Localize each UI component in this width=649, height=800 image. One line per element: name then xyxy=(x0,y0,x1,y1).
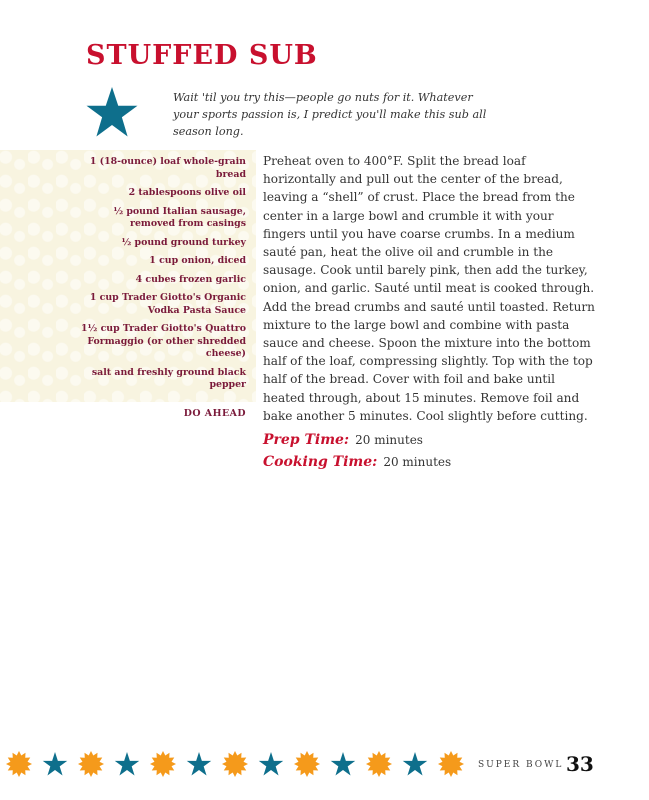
sunburst-icon xyxy=(294,750,320,778)
ingredient-item: ½ pound Italian sausage, removed from casings xyxy=(113,205,246,229)
recipe-intro: Wait 'til you try this—people go nuts for it. Whatever your sports passion is, I predict you'll make this sub all season long. xyxy=(173,91,487,138)
ingredients-list xyxy=(80,156,246,392)
sunburst-icon xyxy=(366,750,392,778)
star-icon xyxy=(42,750,68,778)
prep-time-value: 20 minutes xyxy=(355,433,423,448)
instructions-column xyxy=(263,152,595,473)
ingredient-item: 4 cubes frozen garlic xyxy=(135,273,246,285)
prep-time xyxy=(263,429,595,451)
star-icon xyxy=(258,750,284,778)
instructions: Preheat oven to 400°F. Split the bread loaf horizontally and pull out the center of the bread, leaving a “shell” of crust. Place the bread from the center in a large bowl and crumble it with your fingers until you have coarse crumbs. In a medium sauté pan, heat the olive oil and crumble in the sausage. Cook until barely pink, then add the turkey, onion, and garlic. Sauté until meat is cooked through. Add the bread crumbs and sauté until toasted. Return mixture to the large bowl and combine with pasta sauce and cheese. Spoon the mixture into the bottom half of the loaf, compressing slightly. Top with the top half of the bread. Cover with foil and bake until heated through, about 15 minutes. Remove foil and bake another 5 minutes. Cool slightly before cutting. xyxy=(263,154,595,423)
section-name: SUPER BOWL xyxy=(478,760,564,770)
page-number: 33 xyxy=(566,752,594,776)
star-icon xyxy=(330,750,356,778)
prep-time-label: Prep Time: xyxy=(263,432,350,449)
ingredient-item: 1½ cup Trader Giotto's Quattro Formaggio (or other shredded cheese) xyxy=(81,323,246,359)
cooking-time xyxy=(263,451,595,473)
sunburst-icon xyxy=(150,750,176,778)
sunburst-icon xyxy=(222,750,248,778)
star-icon xyxy=(186,750,212,778)
star-icon xyxy=(114,750,140,778)
star-icon xyxy=(86,84,138,140)
recipe-title: STUFFED SUB xyxy=(86,40,318,71)
ingredients-background xyxy=(0,150,256,402)
ingredient-item: 1 cup Trader Giotto's Organic Vodka Pasta Sauce xyxy=(89,292,246,316)
ingredient-item: ½ pound ground turkey xyxy=(121,236,246,248)
cooking-time-label: Cooking Time: xyxy=(263,454,378,471)
ingredient-item: salt and freshly ground black pepper xyxy=(91,366,246,390)
sunburst-icon xyxy=(438,750,464,778)
ingredients-column xyxy=(0,150,256,419)
ingredient-item: 1 (18-ounce) loaf whole-grain bread xyxy=(89,156,246,180)
ingredient-item: 1 cup onion, diced xyxy=(149,255,246,266)
do-ahead-label: DO AHEAD xyxy=(183,407,246,419)
footer-ornament xyxy=(6,750,464,778)
star-icon xyxy=(402,750,428,778)
sunburst-icon xyxy=(78,750,104,778)
cooking-time-value: 20 minutes xyxy=(383,455,452,470)
ingredient-item: 2 tablespoons olive oil xyxy=(128,187,246,198)
sunburst-icon xyxy=(6,750,32,778)
